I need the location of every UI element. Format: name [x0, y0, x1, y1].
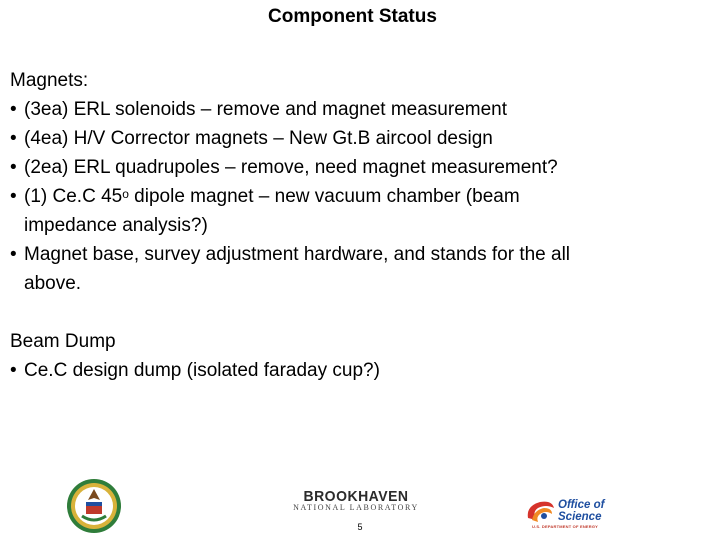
list-item-continuation: impedance analysis?) — [24, 215, 208, 236]
section-heading-magnets: Magnets: — [10, 70, 89, 91]
list-item-text: • (3ea) ERL solenoids – remove and magnet measurement — [24, 99, 507, 120]
office-of-science-line1: Office of — [558, 499, 605, 511]
brookhaven-logo — [292, 489, 420, 515]
list-item-text-pre: (1) Ce.C 45 — [24, 186, 123, 207]
list-item-text-post: dipole magnet – new vacuum chamber (beam — [128, 186, 520, 207]
brookhaven-logo-main: BROOKHAVEN — [303, 487, 409, 505]
beam-dump-list — [10, 356, 700, 385]
list-item-continuation: above. — [24, 273, 82, 294]
doe-seal-logo — [66, 478, 122, 534]
list-item-text: • (2ea) ERL quadrupoles – remove, need magnet measurement? — [24, 157, 558, 178]
list-item-text — [24, 182, 700, 211]
list-item — [10, 95, 700, 124]
office-of-science-text — [558, 499, 628, 523]
office-of-science-logo — [524, 498, 624, 528]
list-item — [10, 240, 700, 298]
slide-title: Component Status — [268, 6, 437, 27]
section-heading-beam-dump: Beam Dump — [10, 331, 116, 352]
brookhaven-logo-sub: NATIONAL LABORATORY — [293, 503, 419, 512]
list-item — [10, 153, 700, 182]
office-of-science-line2: Science — [558, 511, 602, 523]
section-spacer — [10, 298, 700, 327]
list-item-text: • Ce.C design dump (isolated faraday cup?) — [24, 360, 380, 381]
list-item — [10, 182, 700, 240]
page-number: 5 — [357, 522, 363, 532]
slide-body — [10, 66, 700, 385]
list-item — [10, 356, 700, 385]
list-item — [10, 124, 700, 153]
list-item-text: • Magnet base, survey adjustment hardware, and stands for the all — [24, 244, 571, 265]
magnets-list — [10, 95, 700, 298]
office-of-science-swirl-icon — [524, 498, 556, 524]
list-item-text: • (4ea) H/V Corrector magnets – New Gt.B aircool design — [24, 128, 493, 149]
office-of-science-sub: U.S. DEPARTMENT OF ENERGY — [532, 524, 599, 529]
degree-superscript: o — [122, 187, 129, 201]
